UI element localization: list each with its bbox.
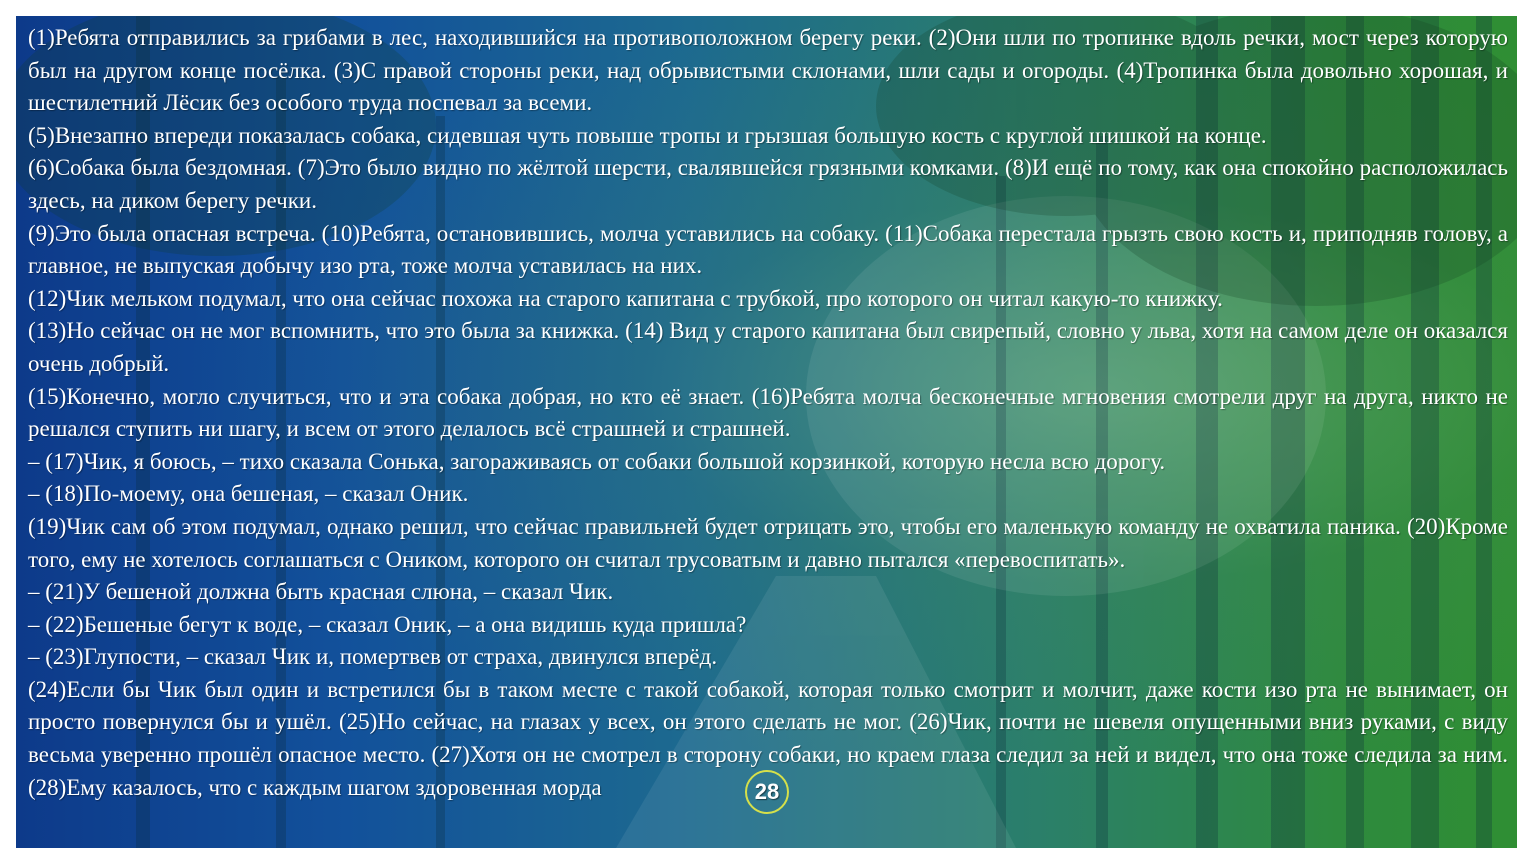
paragraph: (12)Чик мельком подумал, что она сейчас похожа на старого капитана с трубкой, про которого он читал какую-то книжку.	[28, 285, 1223, 311]
paragraph: (13)Но сейчас он не мог вспомнить, что это была за книжка. (14) Вид у старого капитана был свирепый, словно у льва, хотя на самом деле он оказался очень добрый.	[28, 318, 1508, 376]
page-number[interactable]: 28	[745, 770, 789, 814]
paragraph: (5)Внезапно впереди показалась собака, сидевшая чуть повыше тропы и грызшая большую кость с круглой шишкой на конце.	[28, 122, 1267, 148]
paragraph: (6)Собака была бездомная. (7)Это было видно по жёлтой шерсти, свалявшейся грязными комками. (8)И ещё по тому, как она спокойно расположилась здесь, на диком берегу речки.	[28, 155, 1508, 213]
paragraph: – (23)Глупости, – сказал Чик и, помертвев от страха, двинулся вперёд.	[28, 644, 718, 670]
paragraph: (15)Конечно, могло случиться, что и эта собака добрая, но кто её знает. (16)Ребята молча бесконечные мгновения смотрели друг на друга, никто не решался ступить ни шагу, и всем от этого делалось всё страшней и страшней.	[28, 383, 1508, 442]
paragraph: (19)Чик сам об этом подумал, однако решил, что сейчас правильней будет отрицать это, чтобы его маленькую команду не охватила паника. (20)Кроме того, ему не хотелось соглашаться с Оником, которого он считал трусоватым и давно пытался «перевоспитать».	[28, 513, 1508, 572]
paragraph: – (22)Бешеные бегут к воде, – сказал Оник, – а она видишь куда пришла?	[28, 611, 747, 637]
article-text	[28, 22, 1508, 804]
slide	[16, 16, 1517, 848]
paragraph: (1)Ребята отправились за грибами в лес, находившийся на противоположном берегу реки. (2)Они шли по тропинке вдоль речки, мост через которую был на другом конце посёлка. (3)С правой стороны реки, над обрывистыми склонами, шли сады и огороды. (4)Тропинка была довольно хорошая, и шестилетний Лёсик без особого труда поспевал за всеми.	[28, 25, 1508, 116]
paragraph: – (21)У бешеной должна быть красная слюна, – сказал Чик.	[28, 579, 614, 605]
paragraph: (9)Это была опасная встреча. (10)Ребята, остановившись, молча уставились на собаку. (11)Собака перестала грызть свою кость и, приподняв голову, а главное, не выпуская добычу изо рта, тоже молча уставилась на них.	[28, 220, 1508, 279]
paragraph: – (17)Чик, я боюсь, – тихо сказала Сонька, загораживаясь от собаки большой корзинкой, которую несла всю дорогу.	[28, 448, 1166, 474]
paragraph: (24)Если бы Чик был один и встретился бы в таком месте с такой собакой, которая только смотрит и молчит, даже кости изо рта не вынимает, он просто повернулся бы и ушёл. (25)Но сейчас, на глазах у всех, он этого сделать не мог. (26)Чик, почти не шевеля опущенными вниз руками, с виду весьма уверенно прошёл опасное место. (27)Хотя он не смотрел в сторону собаки, но краем глаза следил за ней и видел, что она тоже следила за ним. (28)Ему казалось, что с каждым шагом здоровенная морда	[28, 676, 1508, 800]
paragraph: – (18)По-моему, она бешеная, – сказал Оник.	[28, 481, 469, 507]
